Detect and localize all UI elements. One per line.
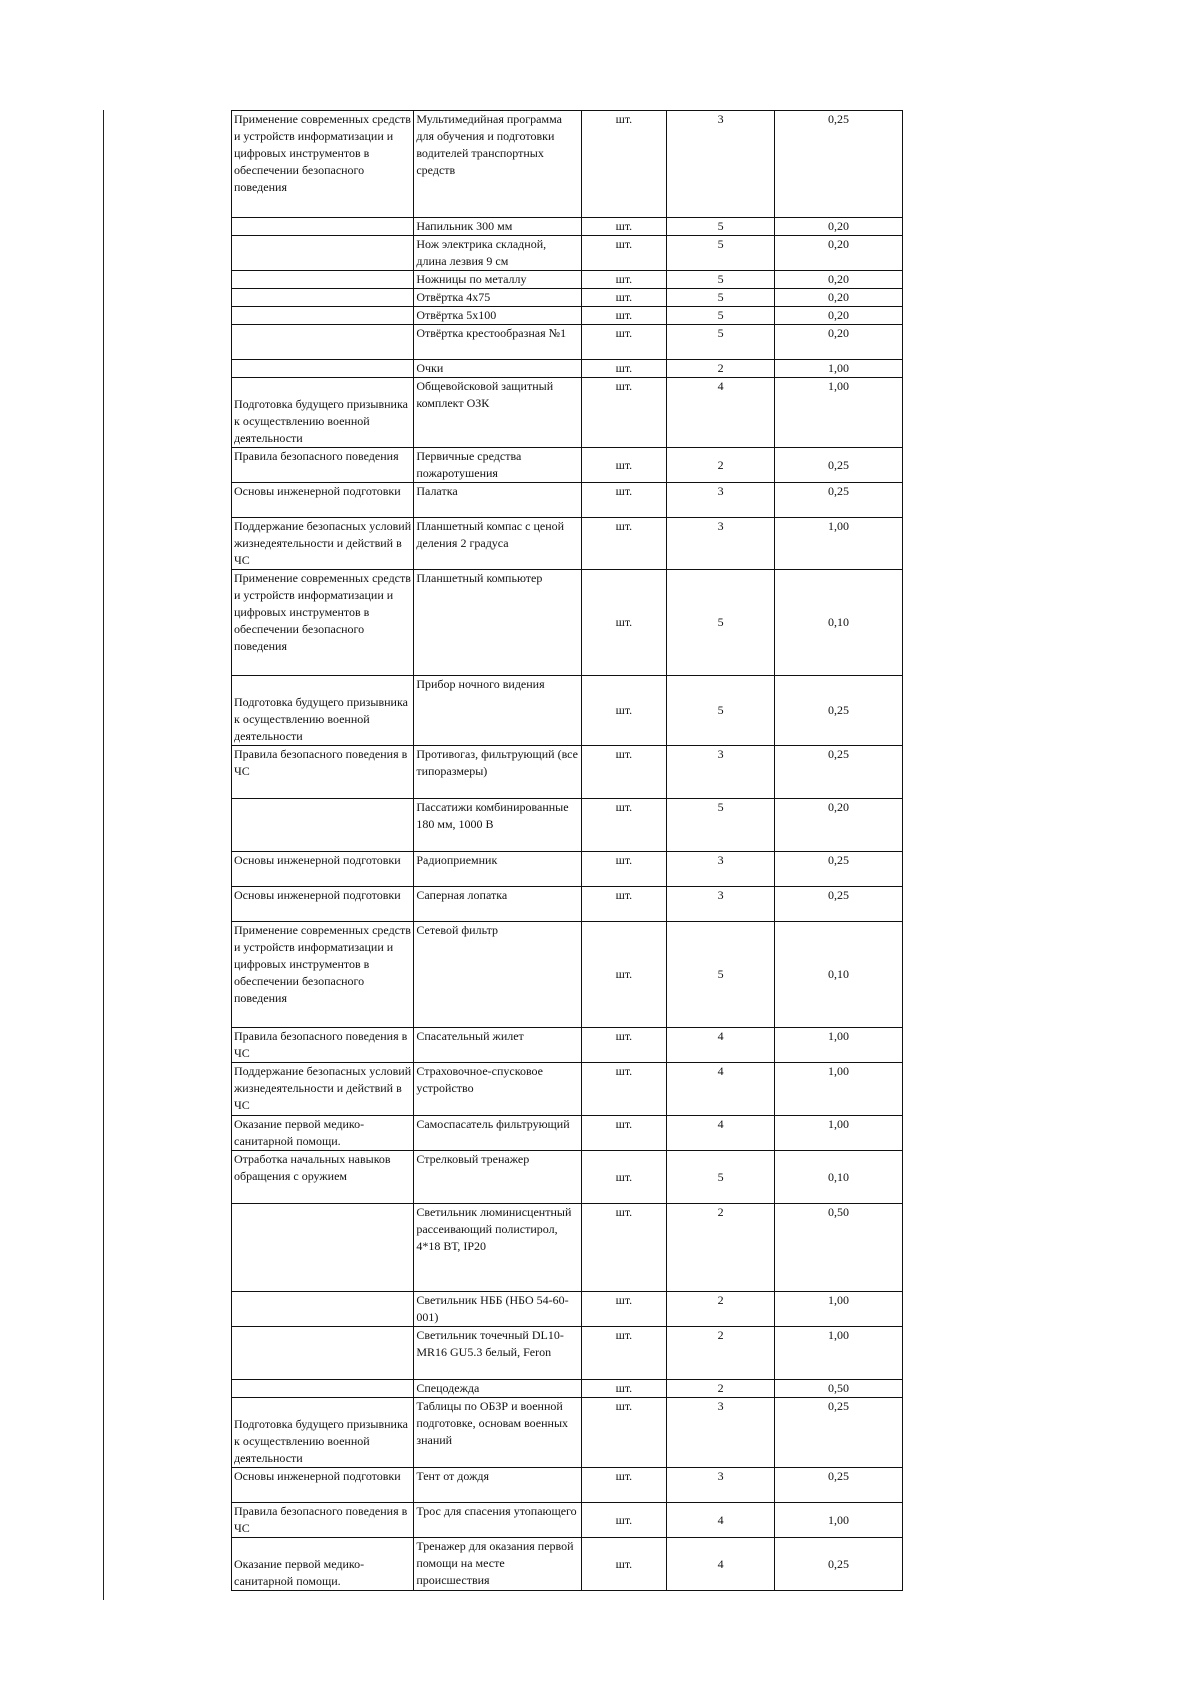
item-cell: Тренажер для оказания первой помощи на месте происшествия [414,1538,581,1591]
unit-cell: шт. [581,1151,667,1204]
coefficient-cell: 0,50 [775,1380,903,1398]
item-cell: Планшетный компас с ценой деления 2 градуса [414,518,581,570]
unit-cell: шт. [581,271,667,289]
unit-cell: шт. [581,518,667,570]
item-cell: Светильник НББ (НБО 54-60-001) [414,1292,581,1327]
item-cell: Тент от дождя [414,1468,581,1503]
coefficient-cell: 1,00 [775,1292,903,1327]
unit-cell: шт. [581,448,667,483]
unit-cell: шт. [581,570,667,676]
table-row [232,1380,903,1398]
coefficient-cell: 1,00 [775,1063,903,1116]
quantity-cell: 5 [667,218,775,236]
topic-cell [232,307,414,325]
item-cell: Отвёртка 5х100 [414,307,581,325]
quantity-cell: 3 [667,518,775,570]
topic-cell: Правила безопасного поведения в ЧС [232,1028,414,1063]
table-row [232,307,903,325]
table-row [232,570,903,676]
quantity-cell: 3 [667,746,775,799]
quantity-cell: 3 [667,483,775,518]
item-cell: Мультимедийная программа для обучения и подготовки водителей транспортных средств [414,111,581,218]
unit-cell: шт. [581,1028,667,1063]
table-row [232,1063,903,1116]
coefficient-cell: 0,25 [775,676,903,746]
item-cell: Планшетный компьютер [414,570,581,676]
unit-cell: шт. [581,799,667,852]
topic-cell: Применение современных средств и устройств информатизации и цифровых инструментов в обеспечении безопасного поведения [232,570,414,676]
unit-cell: шт. [581,676,667,746]
quantity-cell: 3 [667,111,775,218]
item-cell: Самоспасатель фильтрующий [414,1116,581,1151]
item-cell: Противогаз, фильтрующий (все типоразмеры) [414,746,581,799]
quantity-cell: 5 [667,236,775,271]
topic-cell: Основы инженерной подготовки [232,887,414,922]
quantity-cell: 2 [667,360,775,378]
unit-cell: шт. [581,887,667,922]
unit-cell: шт. [581,1204,667,1292]
quantity-cell: 4 [667,1028,775,1063]
quantity-cell: 5 [667,307,775,325]
topic-cell: Оказание первой медико-санитарной помощи. [232,1116,414,1151]
topic-cell: Подготовка будущего призывника к осуществлению военной деятельности [232,676,414,746]
table-row [232,518,903,570]
coefficient-cell: 0,25 [775,1468,903,1503]
topic-cell [232,289,414,307]
table-row [232,676,903,746]
table-row [232,1468,903,1503]
item-cell: Нож электрика складной, длина лезвия 9 см [414,236,581,271]
item-cell: Страховочное-спусковое устройство [414,1063,581,1116]
item-cell: Напильник 300 мм [414,218,581,236]
coefficient-cell: 1,00 [775,1028,903,1063]
coefficient-cell: 1,00 [775,1116,903,1151]
topic-cell [232,218,414,236]
item-cell: Спасательный жилет [414,1028,581,1063]
unit-cell: шт. [581,1398,667,1468]
item-cell: Спецодежда [414,1380,581,1398]
topic-cell: Применение современных средств и устройств информатизации и цифровых инструментов в обеспечении безопасного поведения [232,111,414,218]
unit-cell: шт. [581,483,667,518]
item-cell: Отвёртка крестообразная №1 [414,325,581,360]
quantity-cell: 4 [667,1116,775,1151]
quantity-cell: 5 [667,289,775,307]
unit-cell: шт. [581,325,667,360]
topic-cell: Применение современных средств и устройств информатизации и цифровых инструментов в обеспечении безопасного поведения [232,922,414,1028]
coefficient-cell: 0,25 [775,483,903,518]
topic-cell: Подготовка будущего призывника к осуществлению военной деятельности [232,378,414,448]
item-cell: Стрелковый тренажер [414,1151,581,1204]
coefficient-cell: 0,25 [775,1538,903,1591]
quantity-cell: 5 [667,676,775,746]
unit-cell: шт. [581,307,667,325]
item-cell: Радиоприемник [414,852,581,887]
item-cell: Палатка [414,483,581,518]
unit-cell: шт. [581,218,667,236]
topic-cell: Правила безопасного поведения в ЧС [232,1503,414,1538]
quantity-cell: 5 [667,271,775,289]
item-cell: Светильник люминисцентный рассеивающий полистирол, 4*18 ВТ, IP20 [414,1204,581,1292]
left-margin-rule [103,110,104,1600]
topic-cell: Оказание первой медико-санитарной помощи. [232,1538,414,1591]
quantity-cell: 3 [667,887,775,922]
quantity-cell: 4 [667,1538,775,1591]
item-cell: Трос для спасения утопающего [414,1503,581,1538]
table-row [232,1398,903,1468]
coefficient-cell: 0,50 [775,1204,903,1292]
coefficient-cell: 0,25 [775,111,903,218]
quantity-cell: 2 [667,1204,775,1292]
quantity-cell: 2 [667,1327,775,1380]
coefficient-cell: 0,10 [775,570,903,676]
topic-cell [232,236,414,271]
item-cell: Пассатижи комбинированные 180 мм, 1000 В [414,799,581,852]
topic-cell [232,1327,414,1380]
topic-cell [232,799,414,852]
item-cell: Ножницы по металлу [414,271,581,289]
unit-cell: шт. [581,236,667,271]
quantity-cell: 4 [667,1503,775,1538]
unit-cell: шт. [581,289,667,307]
quantity-cell: 5 [667,1151,775,1204]
topic-cell [232,325,414,360]
coefficient-cell: 1,00 [775,360,903,378]
topic-cell [232,1204,414,1292]
quantity-cell: 5 [667,922,775,1028]
table-row [232,289,903,307]
table-row [232,111,903,218]
quantity-cell: 4 [667,1063,775,1116]
table-row [232,1151,903,1204]
table-row [232,799,903,852]
topic-cell [232,1380,414,1398]
coefficient-cell: 1,00 [775,1503,903,1538]
topic-cell [232,360,414,378]
table-row [232,218,903,236]
quantity-cell: 2 [667,1292,775,1327]
coefficient-cell: 1,00 [775,1327,903,1380]
unit-cell: шт. [581,852,667,887]
topic-cell: Правила безопасного поведения в ЧС [232,746,414,799]
topic-cell: Отработка начальных навыков обращения с оружием [232,1151,414,1204]
coefficient-cell: 0,10 [775,922,903,1028]
coefficient-cell: 1,00 [775,378,903,448]
table-row [232,483,903,518]
table-row [232,378,903,448]
table-row [232,448,903,483]
item-cell: Саперная лопатка [414,887,581,922]
table-row [232,1204,903,1292]
table-row [232,1327,903,1380]
table-row [232,236,903,271]
topic-cell: Основы инженерной подготовки [232,1468,414,1503]
item-cell: Сетевой фильтр [414,922,581,1028]
quantity-cell: 3 [667,1398,775,1468]
unit-cell: шт. [581,378,667,448]
table-row [232,325,903,360]
unit-cell: шт. [581,746,667,799]
coefficient-cell: 0,20 [775,799,903,852]
topic-cell: Основы инженерной подготовки [232,483,414,518]
quantity-cell: 2 [667,448,775,483]
coefficient-cell: 0,20 [775,325,903,360]
table-row [232,1538,903,1591]
coefficient-cell: 0,20 [775,218,903,236]
coefficient-cell: 0,25 [775,852,903,887]
topic-cell [232,271,414,289]
table-row [232,922,903,1028]
unit-cell: шт. [581,1468,667,1503]
unit-cell: шт. [581,1292,667,1327]
unit-cell: шт. [581,1116,667,1151]
coefficient-cell: 0,20 [775,271,903,289]
item-cell: Общевойсковой защитный комплект ОЗК [414,378,581,448]
unit-cell: шт. [581,1380,667,1398]
quantity-cell: 2 [667,1380,775,1398]
topic-cell [232,1292,414,1327]
topic-cell: Подготовка будущего призывника к осуществлению военной деятельности [232,1398,414,1468]
item-cell: Первичные средства пожаротушения [414,448,581,483]
unit-cell: шт. [581,1538,667,1591]
item-cell: Таблицы по ОБЗР и военной подготовке, основам военных знаний [414,1398,581,1468]
table-row [232,852,903,887]
quantity-cell: 5 [667,570,775,676]
topic-cell: Правила безопасного поведения [232,448,414,483]
table-row [232,887,903,922]
equipment-table [231,110,903,1591]
coefficient-cell: 0,25 [775,887,903,922]
unit-cell: шт. [581,1063,667,1116]
quantity-cell: 5 [667,325,775,360]
table-row [232,1116,903,1151]
table-row [232,360,903,378]
coefficient-cell: 0,20 [775,236,903,271]
coefficient-cell: 0,25 [775,448,903,483]
coefficient-cell: 0,10 [775,1151,903,1204]
coefficient-cell: 1,00 [775,518,903,570]
unit-cell: шт. [581,1327,667,1380]
quantity-cell: 5 [667,799,775,852]
item-cell: Прибор ночного видения [414,676,581,746]
item-cell: Светильник точечный DL10-MR16 GU5.3 белый, Feron [414,1327,581,1380]
table-row [232,1028,903,1063]
coefficient-cell: 0,25 [775,1398,903,1468]
table-row [232,1503,903,1538]
topic-cell: Поддержание безопасных условий жизнедеятельности и действий в ЧС [232,518,414,570]
unit-cell: шт. [581,360,667,378]
quantity-cell: 3 [667,852,775,887]
quantity-cell: 4 [667,378,775,448]
item-cell: Отвёртка 4х75 [414,289,581,307]
table-row [232,746,903,799]
table-row [232,1292,903,1327]
coefficient-cell: 0,20 [775,289,903,307]
unit-cell: шт. [581,922,667,1028]
item-cell: Очки [414,360,581,378]
table-row [232,271,903,289]
topic-cell: Поддержание безопасных условий жизнедеятельности и действий в ЧС [232,1063,414,1116]
unit-cell: шт. [581,1503,667,1538]
coefficient-cell: 0,20 [775,307,903,325]
unit-cell: шт. [581,111,667,218]
quantity-cell: 3 [667,1468,775,1503]
coefficient-cell: 0,25 [775,746,903,799]
topic-cell: Основы инженерной подготовки [232,852,414,887]
